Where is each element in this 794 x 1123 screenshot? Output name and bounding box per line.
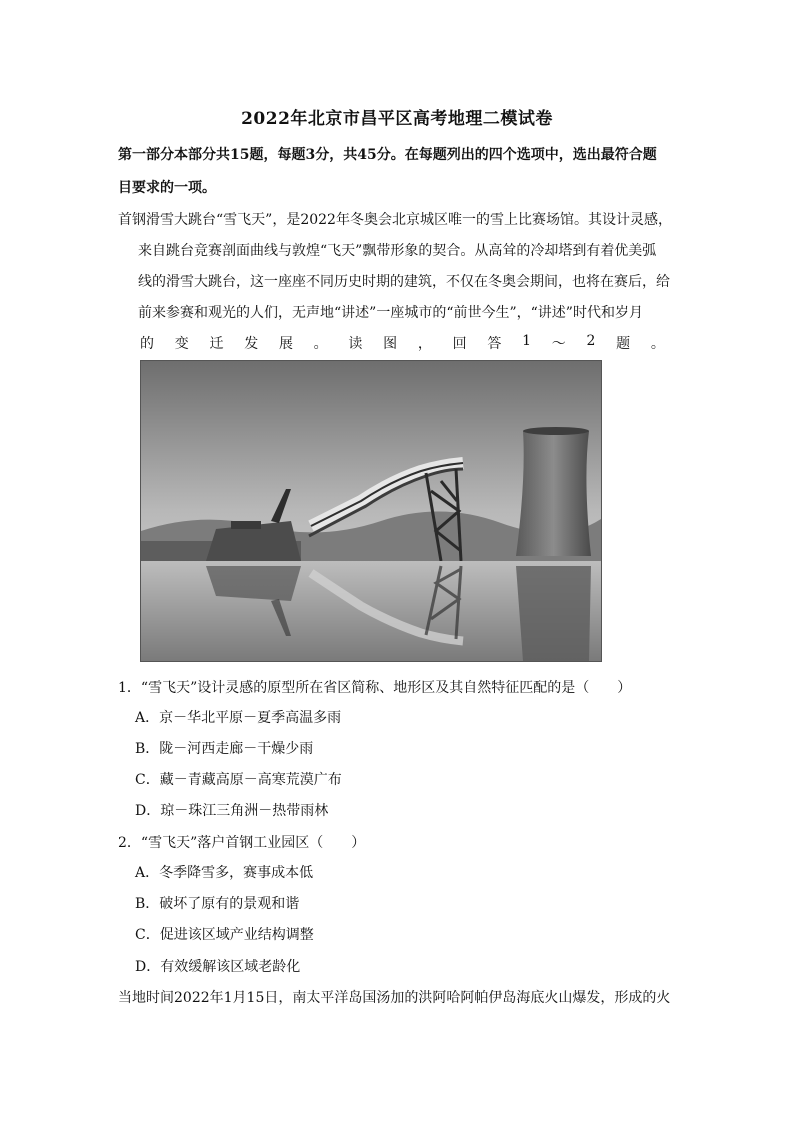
passage-char: 1 bbox=[522, 333, 531, 349]
passage-char: 图 bbox=[383, 336, 398, 352]
passage-line1: 首钢滑雪大跳台“雪飞天”，是2022年冬奥会北京城区唯一的雪上比赛场馆。其设计灵感， bbox=[118, 212, 672, 228]
question-2-option-a: A．冬季降雪多，赛事成本低 bbox=[135, 865, 314, 881]
passage-char: 读 bbox=[348, 336, 363, 352]
question-1-option-d: D．琼－珠江三角洲－热带雨林 bbox=[135, 803, 329, 819]
passage-char: 。 bbox=[650, 336, 665, 352]
exam-title: 2022年北京市昌平区高考地理二模试卷 bbox=[241, 109, 553, 129]
passage-char: 题 bbox=[616, 336, 631, 352]
passage-char: ， bbox=[417, 336, 432, 352]
question-2-option-c: C．促进该区域产业结构调整 bbox=[135, 927, 314, 943]
section-instruction-line1: 第一部分本部分共15题，每题3分，共45分。在每题列出的四个选项中，选出最符合题 bbox=[118, 147, 657, 163]
question-1-stem: 1．“雪飞天”设计灵感的原型所在省区简称、地形区及其自然特征匹配的是（ ） bbox=[118, 680, 632, 696]
passage-char: 答 bbox=[487, 336, 502, 352]
passage-char: 的 bbox=[140, 336, 154, 352]
passage-char: 发 bbox=[244, 336, 259, 352]
passage-char: 展 bbox=[278, 336, 293, 352]
section-instruction-line2: 目要求的一项。 bbox=[118, 180, 216, 196]
question-2-option-d: D．有效缓解该区域老龄化 bbox=[135, 959, 301, 975]
passage-char: 回 bbox=[452, 336, 467, 352]
passage-line2: 来自跳台竞赛剖面曲线与敦煌“飞天”飘带形象的契合。从高耸的冷却塔到有着优美弧 bbox=[138, 243, 657, 259]
passage-char: ～ bbox=[551, 336, 566, 352]
passage-char: 变 bbox=[174, 336, 189, 352]
question-1-option-b: B．陇－河西走廊－干燥少雨 bbox=[135, 741, 314, 757]
question-2-option-b: B．破坏了原有的景观和谐 bbox=[135, 896, 300, 912]
ski-jump-photo bbox=[140, 360, 602, 662]
passage-char: 。 bbox=[313, 336, 328, 352]
passage-char: 迁 bbox=[209, 336, 224, 352]
question-1-option-c: C．藏－青藏高原－高寒荒漠广布 bbox=[135, 772, 342, 788]
passage-line3: 线的滑雪大跳台，这一座座不同历史时期的建筑，不仅在冬奥会期间，也将在赛后，给 bbox=[138, 274, 670, 290]
passage-line4: 前来参赛和观光的人们，无声地“讲述”一座城市的“前世今生”，“讲述”时代和岁月 bbox=[138, 305, 643, 321]
passage-line5 bbox=[140, 333, 665, 353]
question-1-option-a: A．京－华北平原－夏季高温多雨 bbox=[135, 710, 342, 726]
next-passage-line: 当地时间2022年1月15日，南太平洋岛国汤加的洪阿哈阿帕伊岛海底火山爆发，形成的火 bbox=[118, 990, 671, 1006]
passage-char: 2 bbox=[586, 333, 596, 349]
question-2-stem: 2．“雪飞天”落户首钢工业园区（ ） bbox=[118, 835, 366, 851]
